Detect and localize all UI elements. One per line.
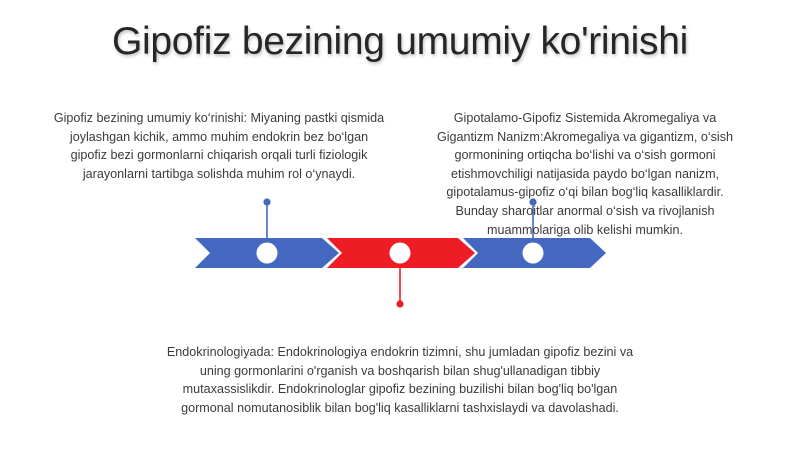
timeline-marker-2-inner bbox=[390, 243, 411, 264]
slide-title: Gipofiz bezining umumiy ko'rinishi bbox=[112, 20, 688, 63]
timeline-text-2: Endokrinologiyada: Endokrinologiya endokrin tizimni, shu jumladan gipofiz bezini va uning gormonlarini o'rganish va boshqarish bilan shug'ullanadigan tibbiy mutaxassislikdir. Endokrinologlar gipofiz bezining buzilishi bilan bog'liq bo'lgan gormonal nomutanosiblik bilan bog'liq kasalliklarni tashxislaydi va davolashadi. bbox=[166, 345, 634, 415]
timeline-marker-3-inner bbox=[523, 243, 544, 264]
timeline-text-3: Gipotalamo-Gipofiz Sistemida Akromegaliya va Gigantizm Nanizm:Akromegaliya va gigantizm, o‘sish gormonining ortiqcha bo‘lishi va o‘sish gormoni etishmovchiligi natijasida paydo bo‘lgan nanizm, gipotalamus-gipofiz o‘qi bilan bog‘liq kasalliklardir. Bunday sharoitlar anormal o‘sish va rivojlanish muammolariga olib kelishi mumkin. bbox=[436, 111, 734, 237]
connector-dot-1 bbox=[263, 198, 270, 205]
connector-dot-2 bbox=[396, 300, 403, 307]
timeline-text-1: Gipofiz bezining umumiy ko‘rinishi: Miyaning pastki qismida joylashgan kichik, ammo muhim endokrin bez bo‘lgan gipofiz bezi gormonlarni chiqarish orqali turli fiziologik jarayonlarni tartibga solishda muhim rol o‘ynaydi. bbox=[53, 111, 385, 181]
timeline-marker-1-inner bbox=[257, 243, 278, 264]
